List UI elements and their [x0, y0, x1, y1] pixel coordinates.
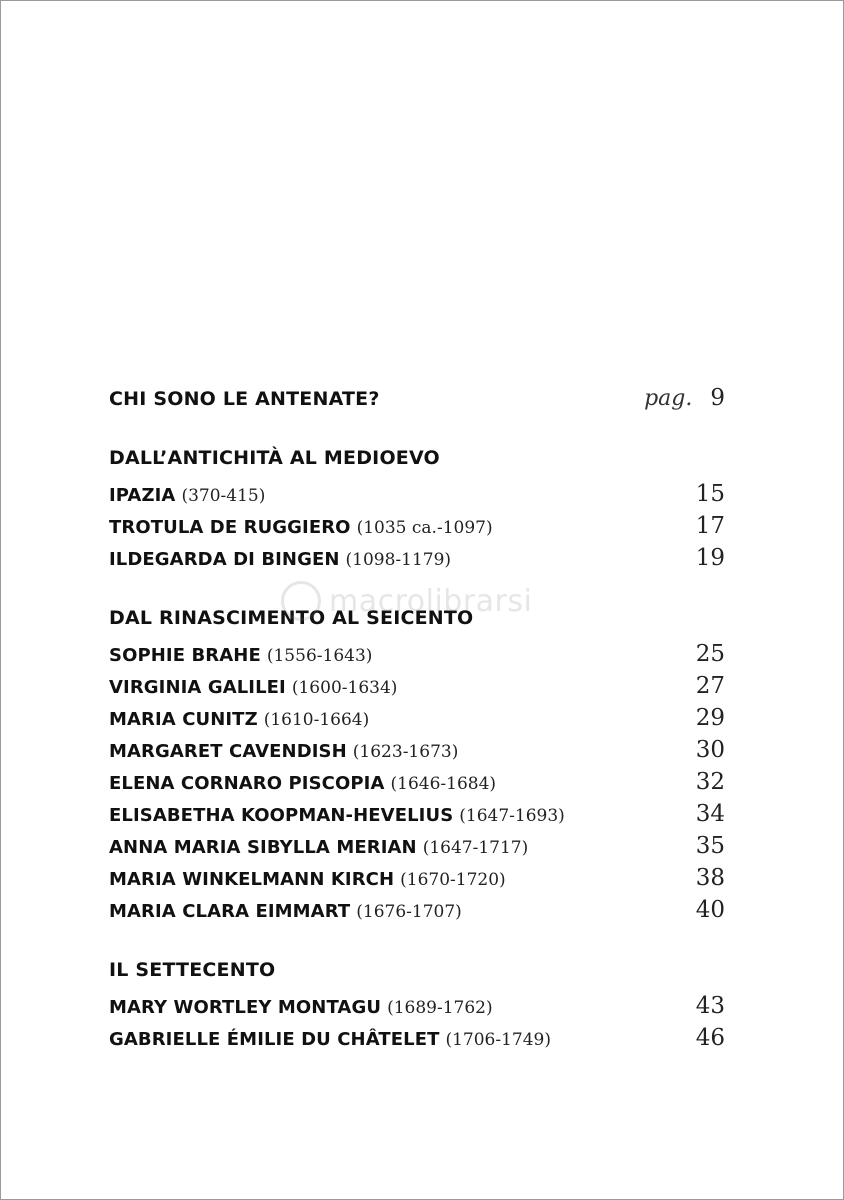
- entry-dates: (1610-1664): [263, 710, 370, 730]
- toc-entry[interactable]: [109, 481, 725, 513]
- entry-dates: (1670-1720): [400, 870, 506, 890]
- watermark-logo-icon: [281, 581, 321, 621]
- entry-dates: (1647-1717): [422, 838, 529, 858]
- entry-name: MARGARET CAVENDISH: [109, 741, 347, 762]
- entry-dates: (1689-1762): [387, 998, 493, 1018]
- entry-name: MARY WORTLEY MONTAGU: [109, 997, 382, 1018]
- page-number: 15: [695, 481, 725, 507]
- section-heading: DAL RINASCIMENTO AL SEICENTO: [109, 607, 474, 629]
- page-number: 34: [695, 801, 725, 827]
- page-number: 40: [695, 897, 725, 923]
- toc-entry[interactable]: [109, 833, 725, 865]
- section-heading-row: [109, 447, 725, 481]
- watermark: [281, 581, 532, 621]
- entry-dates: (1098-1179): [345, 550, 452, 570]
- entry-dates: (370-415): [181, 486, 266, 506]
- page-number: 17: [695, 513, 725, 539]
- page-number: 29: [695, 705, 725, 731]
- toc-entry[interactable]: [109, 993, 725, 1025]
- intro-title: CHI SONO LE ANTENATE?: [109, 388, 380, 410]
- entry-dates: (1035 ca.-1097): [356, 518, 493, 538]
- table-of-contents: [109, 385, 725, 1057]
- page-number: 43: [695, 993, 725, 1019]
- section-heading: IL SETTECENTO: [109, 959, 276, 981]
- section-heading-row: [109, 959, 725, 993]
- entry-name: ILDEGARDA DI BINGEN: [109, 549, 340, 570]
- entry-name: ELISABETHA KOOPMAN-HEVELIUS: [109, 805, 454, 826]
- entry-dates: (1556-1643): [266, 646, 373, 666]
- entry-name: MARIA WINKELMANN KIRCH: [109, 869, 395, 890]
- entry-dates: (1646-1684): [390, 774, 497, 794]
- toc-entry[interactable]: [109, 641, 725, 673]
- pag-label: pag.: [644, 386, 693, 411]
- spacer: [109, 929, 725, 959]
- entry-name: VIRGINIA GALILEI: [109, 677, 286, 698]
- toc-entry[interactable]: [109, 801, 725, 833]
- toc-entry[interactable]: [109, 1025, 725, 1057]
- toc-intro-row[interactable]: [109, 385, 725, 417]
- toc-entry[interactable]: [109, 769, 725, 801]
- entry-name: TROTULA DE RUGGIERO: [109, 517, 351, 538]
- toc-entry[interactable]: [109, 513, 725, 545]
- entry-name: SOPHIE BRAHE: [109, 645, 261, 666]
- page-number: 32: [695, 769, 725, 795]
- entry-name: IPAZIA: [109, 485, 176, 506]
- page-number: 46: [695, 1025, 725, 1051]
- page-number: 35: [695, 833, 725, 859]
- spacer: [109, 417, 725, 447]
- toc-entry[interactable]: [109, 673, 725, 705]
- entry-dates: (1623-1673): [352, 742, 459, 762]
- toc-entry[interactable]: [109, 865, 725, 897]
- page-number: 38: [695, 865, 725, 891]
- watermark-text: macrolibrarsi: [329, 583, 533, 619]
- page-number: 19: [695, 545, 725, 571]
- entry-name: MARIA CLARA EIMMART: [109, 901, 351, 922]
- page-number: 9: [710, 385, 725, 411]
- toc-entry[interactable]: [109, 705, 725, 737]
- entry-name: ANNA MARIA SIBYLLA MERIAN: [109, 837, 417, 858]
- entry-dates: (1600-1634): [291, 678, 398, 698]
- entry-dates: (1706-1749): [445, 1030, 552, 1050]
- entry-dates: (1647-1693): [459, 806, 565, 826]
- section-heading: DALL’ANTICHITÀ AL MEDIOEVO: [109, 447, 440, 469]
- intro-page-group: [644, 385, 725, 411]
- entry-name: ELENA CORNARO PISCOPIA: [109, 773, 385, 794]
- toc-entry[interactable]: [109, 897, 725, 929]
- entry-name: GABRIELLE ÉMILIE DU CHÂTELET: [109, 1029, 440, 1050]
- page-number: 30: [695, 737, 725, 763]
- toc-entry[interactable]: [109, 737, 725, 769]
- entry-name: MARIA CUNITZ: [109, 709, 258, 730]
- page-number: 27: [695, 673, 725, 699]
- page-number: 25: [695, 641, 725, 667]
- toc-entry[interactable]: [109, 545, 725, 577]
- entry-dates: (1676-1707): [356, 902, 462, 922]
